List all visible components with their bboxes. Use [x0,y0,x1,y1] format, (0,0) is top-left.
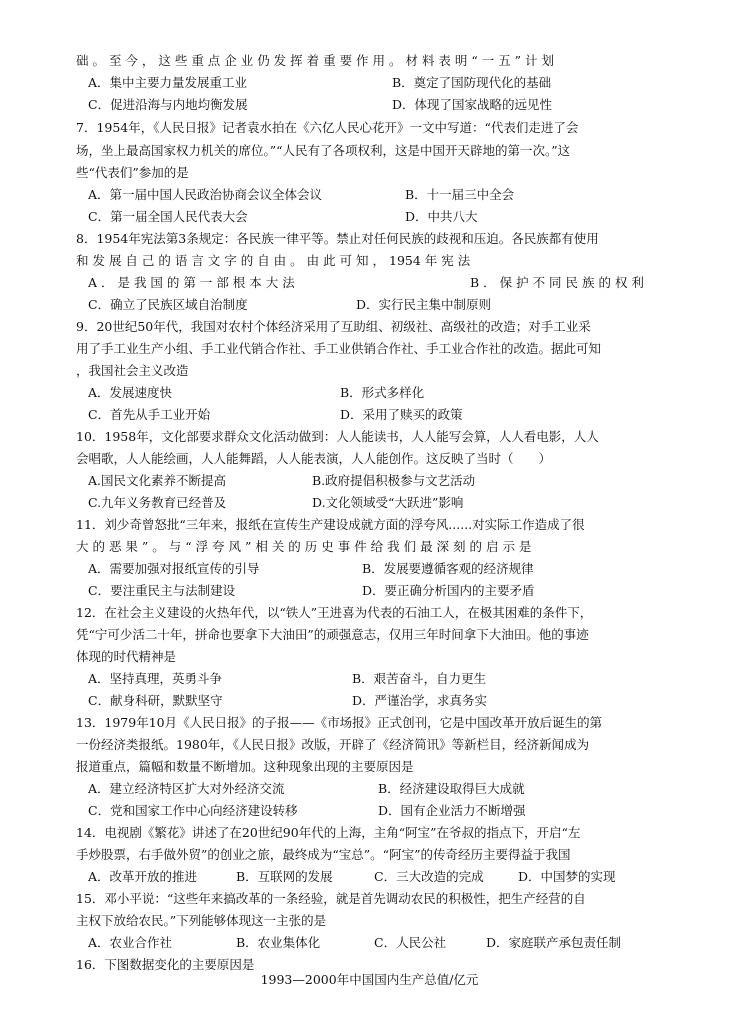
text-line: 用了手工业生产小组、手工业代销合作社、手工业供销合作社、手工业合作社的改造。据此可知 [76,341,602,356]
text-line: 凭“宁可少活二十年，拼命也要拿下大油田”的顽强意志，仅用三年时间拿下大油田。他的事迹 [76,627,589,642]
option-a: A．坚持真理，英勇斗争 [88,671,223,686]
option-c: C．献身科研，默默坚守 [88,693,223,708]
text-line: 础 。 至 今 ， 这 些 重 点 企 业 仍 发 挥 着 重 要 作 用 。 材 料 表 明 “ 一 五 ” 计 划 [76,53,555,68]
chart-caption: 1993—2000年中国国内生产总值/亿元 [260,972,479,987]
question-16: 16．下图数据变化的主要原因是 [76,957,255,972]
question-8: 8．1954年宪法第3条规定：各民族一律平等。禁止对任何民族的歧视和压迫。各民族都有使用 [76,231,599,246]
option-b: B．经济建设取得巨大成就 [378,781,525,796]
option-c: C．党和国家工作中心向经济建设转移 [88,803,298,818]
option-b: B ． 保 护 不 同 民 族 的 权 利 [470,275,644,290]
option-a: A．农业合作社 [88,935,173,950]
option-c: C．三大改造的完成 [374,869,484,884]
option-b: B．形式多样化 [340,385,425,400]
option-a: A．发展速度快 [88,385,173,400]
option-d: D．中共八大 [405,209,478,224]
question-13: 13．1979年10月《人民日报》的子报——《市场报》正式创刊，它是中国改革开放后诞生的第 [76,715,603,730]
question-15: 15．邓小平说：“这些年来搞改革的一条经验，就是首先调动农民的积极性，把生产经营的自 [76,891,586,906]
text-line: 场，坐上最高国家权力机关的席位。”“人民有了各项权利，这是中国开天辟地的第一次。”这 [76,143,571,158]
option-b: B．发展要遵循客观的经济规律 [362,561,534,576]
text-line: 会唱歌，人人能绘画，人人能舞蹈，人人能表演，人人能创作。这反映了当时（ ） [76,451,552,466]
option-c: C．要注重民主与法制建设 [88,583,236,598]
option-c: C．第一届全国人民代表大会 [88,209,248,224]
option-d: D．中国梦的实现 [518,869,616,884]
option-a: A．改革开放的推进 [88,869,198,884]
option-a: A ． 是 我 国 的 第 一 部 根 本 大 法 [88,275,295,290]
option-c: C．确立了民族区域自治制度 [88,297,248,312]
option-b: B．艰苦奋斗，自力更生 [352,671,487,686]
question-12: 12．在社会主义建设的火热年代，以“铁人”王进喜为代表的石油工人，在极其困难的条件下， [76,605,593,620]
option-d: D.文化领域受“大跃进”影响 [312,495,464,510]
question-9: 9．20世纪50年代，我国对农村个体经济采用了互助组、初级社、高级社的改造；对手工业采 [76,319,591,334]
text-line: 和 发 展 自 己 的 语 言 文 字 的 自 由 。 由 此 可 知 ， 1954 年 宪 法 [76,253,471,268]
option-b: B．互联网的发展 [236,869,333,884]
option-b: B．十一届三中全会 [405,187,515,202]
option-d: D．实行民主集中制原则 [356,297,492,312]
text-line: ，我国社会主义改造 [76,363,189,378]
option-d: D．体现了国家战略的远见性 [392,97,553,112]
option-a: A．需要加强对报纸宣传的引导 [88,561,260,576]
text-line: 报道重点，篇幅和数量不断增加。这种现象出现的主要原因是 [76,759,414,774]
option-c: C．首先从手工业开始 [88,407,211,422]
text-line: 手炒股票，右手做外贸”的创业之旅，最终成为“宝总”。“阿宝”的传奇经历主要得益于我国 [76,847,571,862]
text-line: 主权下放给农民。”下列能够体现这一主张的是 [76,913,327,928]
option-c: C．促进沿海与内地均衡发展 [88,97,248,112]
option-c: C.九年义务教育已经普及 [88,495,227,510]
option-c: C．人民公社 [374,935,447,950]
option-a: A．第一届中国人民政治协商会议全体会议 [88,187,323,202]
option-a: A．建立经济特区扩大对外经济交流 [88,781,285,796]
text-line: 一份经济类报纸。1980年，《人民日报》改版，开辟了《经济简讯》等新栏目，经济新闻成为 [76,737,590,752]
option-d: D．采用了赎买的政策 [340,407,463,422]
option-d: D．国有企业活力不断增强 [378,803,526,818]
option-b: B．奠定了国防现代化的基础 [392,75,552,90]
question-14: 14．电视剧《繁花》讲述了在20世纪90年代的上海，主角“阿宝”在爷叔的指点下，开启“左 [76,825,581,840]
option-d: D．严谨治学，求真务实 [352,693,488,708]
option-b: B.政府提倡积极参与文艺活动 [312,473,476,488]
question-10: 10．1958年，文化部要求群众文化活动做到：人人能读书，人人能写会算，人人看电影，人人 [76,429,599,444]
option-a: A．集中主要力量发展重工业 [88,75,248,90]
text-line: 些“代表们”参加的是 [76,165,189,180]
option-d: D．家庭联产承包责任制 [486,935,622,950]
question-11: 11．刘少奇曾怒批“三年来，报纸在宣传生产建设成就方面的浮夸风......对实际工作造成了很 [76,517,585,532]
question-7: 7．1954年，《人民日报》记者袁水拍在《六亿人民心花开》一文中写道：“代表们走进了会 [76,120,579,135]
option-a: A.国民文化素养不断提高 [88,473,227,488]
text-line: 大 的 恶 果 ” 。 与 “ 浮 夸 风 ” 相 关 的 历 史 事 件 给 我 们 最 深 刻 的 启 示 是 [76,539,532,554]
text-line: 体现的时代精神是 [76,649,177,664]
option-d: D．要正确分析国内的主要矛盾 [362,583,535,598]
option-b: B．农业集体化 [236,935,321,950]
